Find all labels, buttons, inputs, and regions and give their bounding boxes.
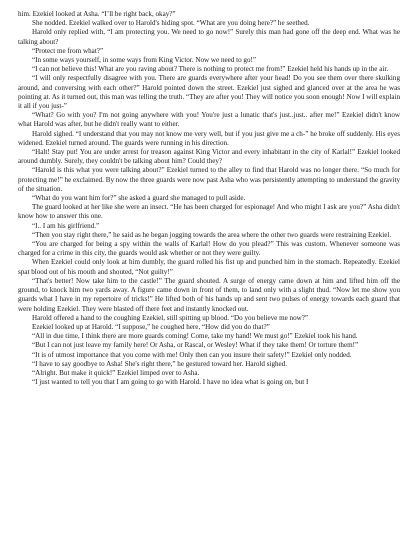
paragraph: “I just wanted to tell you that I am going to go with Harold. I have no idea what is going on, but I: [32, 378, 309, 387]
paragraph: “Protect me from what?”: [32, 46, 104, 55]
paragraph: Harold offered a hand to the coughing Ezekiel, still spitting up blood. “Do you believe me now?”: [32, 313, 309, 322]
paragraph: “All in due time, I think there are more guards coming! Come, take my hand! We must go!” Ezekiel took his hand.: [32, 332, 358, 341]
paragraph: “In some ways yourself, in some ways from King Victor. Now we need to go!”: [32, 56, 257, 65]
paragraph: She nodded. Ezekiel walked over to Harold's hiding spot. “What are you doing here?” he seethed.: [32, 19, 310, 28]
paragraph: “Then you stay right there,” he said as he began jogging towards the area where the other two guards were restraining Ezekiel.: [32, 230, 392, 239]
paragraph: “But I can not just leave my family here! Or Asha, or Rascal, or Wesley! What if they take them! Or torture them!”: [32, 341, 359, 350]
paragraph: “That's better! Now take him to the castle!” The guard shouted. A surge of energy came down at him and lifted him off the ground, to knock him two yards away. A figure came down in front of them, to land only with a slight thud. “Now let me show you guards what I have in my repertoire of tricks!” He lifted both of his hands up and sent two pulses of energy towards each guard that were holding Ezekiel. They were blasted off there feet and instantly knocked out.: [18, 276, 400, 313]
paragraph: “I have to say goodbye to Asha! She's right there,” he gestured toward her. Harold sighed.: [32, 359, 288, 368]
paragraph: “What? Go with you? I'm not going anywhere with you! You're just a lunatic that's just..just.. after me!” Ezekiel didn't know what Harold was after, but he didn't really want to either.: [18, 111, 400, 129]
paragraph: “Harold is this what you were talking about?” Ezekiel turned to the alley to find that Harold was no longer there. “So much for protecting me!” he exclaimed. By now the three guards were now past Asha who was persistently attempting to understand the gravity of the situation.: [18, 166, 400, 193]
paragraph: “I will only respectfully disagree with you. There are guards everywhere after your head! Do you see them over there skulking around, and conversing with each other?” Harold pointed down the street. Ezekiel just sighed and glanced over at the area he was pointing at. As it turned out, this man was telling the truth. “They are after you! They will notice you soon enough! Now I will explain it all if you just-”: [18, 74, 400, 111]
paragraph: “Alright. But make it quick!” Ezekiel limped over to Asha.: [32, 368, 200, 377]
paragraph: Harold only replied with, “I am protecting you. We need to go now!” Surely this man had gone off the deep end. What was he talking about?: [18, 28, 400, 46]
paragraph: “I can not believe this! What are you raving about? There is nothing to protect me from!” Ezekiel held his hands up in the air.: [32, 65, 389, 74]
body-text: [18, 10, 400, 387]
paragraph: The guard looked at her like she were an insect. “He has been charged for espionage! And who might I ask are you?” Asha didn't know how to answer this one.: [18, 203, 400, 221]
paragraph: “You are charged for being a spy within the walls of Karlal! How do you plead?” This was custom. Whenever someone was charged for a crime in this city, the guards would ask whether or not they were guilty.: [18, 240, 400, 258]
paragraph: “Halt! Stay put! You are under arrest for treason against King Victor and every inhabitant in the city of Karlal!” Ezekiel looked around dumbly. Surely, they couldn't be talking about him? Could they?: [18, 148, 400, 166]
paragraph: “It is of utmost importance that you come with me! Only then can you insure their safety!” Ezekiel only nodded.: [32, 350, 352, 359]
paragraph: When Ezekiel could only look at him dumbly, the guard rolled his fist up and punched him in the stomach. Repeatedly. Ezekiel spat blood out of his mouth and shouted, “Not guilty!”: [18, 258, 400, 276]
paragraph: “What do you want him for?” she asked a guard she managed to pull aside.: [32, 194, 246, 203]
paragraph: Ezekiel looked up at Harold. “I suppose,” he coughed here, “How did you do that?”: [32, 322, 270, 331]
paragraph: “I.. I am his girlfriend.”: [32, 221, 100, 230]
paragraph: Harold sighed. “I understand that you may not know me very well, but if you just give me a ch-” he broke off suddenly. His eyes widened. Ezekiel turned around. The guards were running in his direction.: [18, 129, 400, 147]
paragraph: him. Ezekiel looked at Asha. “I’ll be right back, okay?”: [18, 10, 176, 18]
